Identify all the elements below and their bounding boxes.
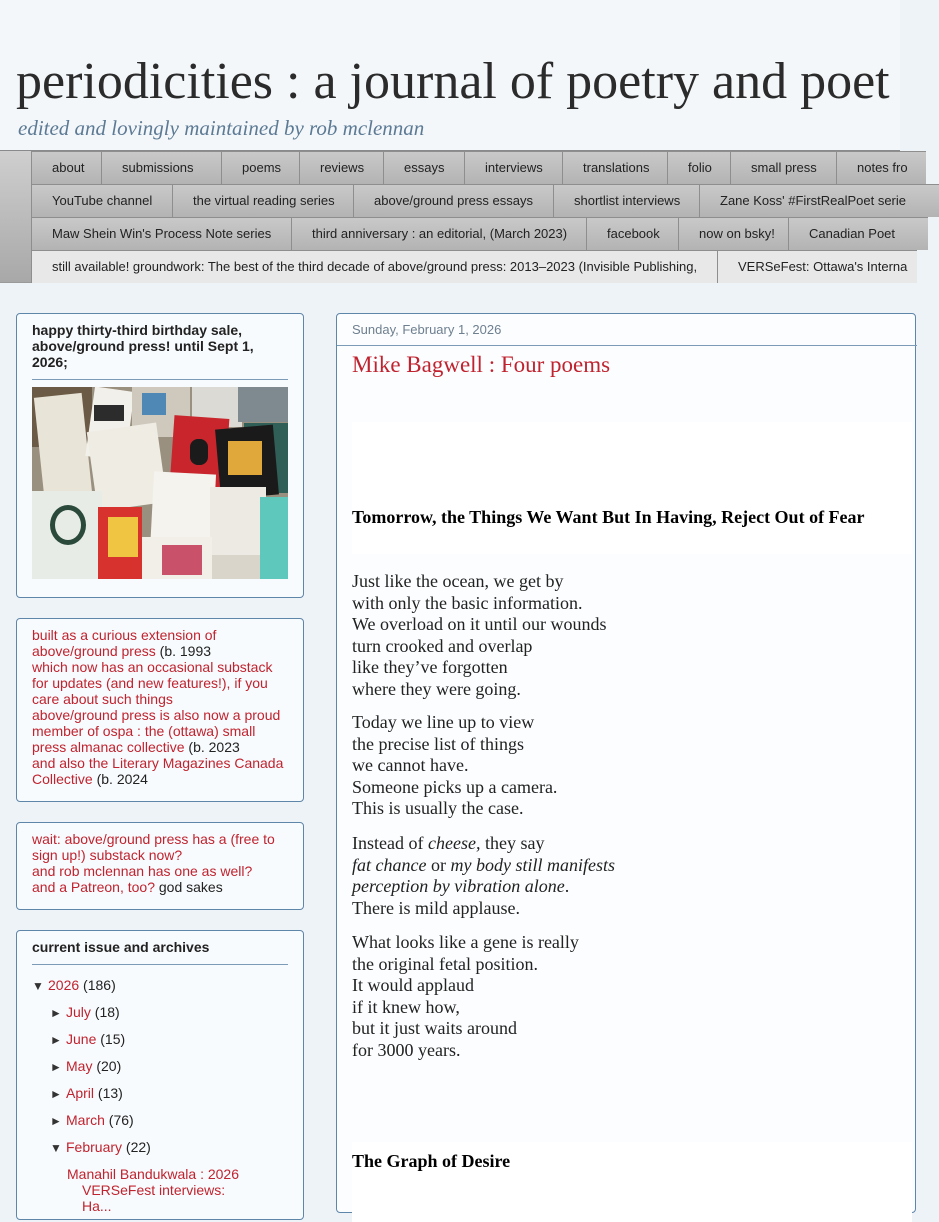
archive-month-link[interactable]: July [66,1004,91,1020]
tab-folio[interactable]: folio [667,151,730,184]
patreon-link[interactable]: and a Patreon, too? [32,879,155,895]
poem-line: like they’ve forgotten [352,657,508,677]
post-title[interactable]: Mike Bagwell : Four poems [352,352,611,377]
poem-line: we cannot have. [352,755,469,775]
archive-count: (20) [96,1058,122,1074]
link-item [32,627,288,659]
poem-stanza [352,932,579,1061]
link-item [32,659,288,707]
page-tabs [0,150,908,283]
blog-header [0,0,900,150]
substack-widget [16,822,304,910]
tab-submissions[interactable]: submissions [101,151,221,184]
link-note: (b. 2024 [92,771,148,787]
tab-above-ground-essays[interactable]: above/ground press essays [353,184,553,217]
archive-month-link[interactable]: February [66,1139,123,1155]
about-links-widget [16,618,304,802]
tab-about[interactable]: about [31,151,101,184]
link-item [32,755,288,787]
sale-widget-title: happy thirty-third birthday sale, above/ground press! until Sept 1, 2026; [32,322,288,380]
archive-count: (186) [83,977,116,993]
poem-line: but it just waits around [352,1018,517,1038]
expand-toggle-icon[interactable]: ► [50,1033,62,1047]
tab-canadian-poet[interactable]: Canadian Poet [788,217,928,250]
tab-groundwork[interactable]: still available! groundwork: The best of the third decade of above/ground press: 2013–2023 (Invisible Publishing, [31,250,717,283]
sale-widget [16,313,304,598]
poem-line: with only the basic information. [352,592,583,613]
expand-toggle-icon[interactable]: ► [50,1006,62,1020]
poem-line: Today we line up to view [352,712,535,732]
tab-process-note-series[interactable]: Maw Shein Win's Process Note series [31,217,291,250]
archive-month-may [32,1053,288,1080]
expand-toggle-icon[interactable]: ► [50,1114,62,1128]
link-item [32,707,288,755]
tab-first-real-poet[interactable]: Zane Koss' #FirstRealPoet serie [699,184,939,217]
poem-stanza [352,571,607,700]
poem-line: There is mild applause. [352,897,520,918]
tab-bsky[interactable]: now on bsky! [678,217,788,250]
ospa-link[interactable]: above/ground press is also now a proud member of ospa : the (ottawa) small press almanac collective [32,707,281,755]
archive-count: (18) [94,1004,120,1020]
collapse-toggle-icon[interactable]: ▼ [32,979,44,993]
poem-line: We overload on it until our wounds [352,614,607,634]
press-substack-link[interactable]: wait: above/ground press has a (free to sign up!) substack now? [32,831,275,863]
poem-line: if it knew how, [352,996,460,1017]
link-item [32,863,288,879]
archive-month-link[interactable]: May [66,1058,93,1074]
poem-title: The Graph of Desire [352,1151,511,1171]
tab-row-4 [31,250,917,283]
expand-toggle-icon[interactable]: ► [50,1060,62,1074]
blog-post [336,313,916,1213]
poem-line: perception by vibration alone. [352,876,570,896]
above-ground-press-link[interactable]: built as a curious extension of above/ground press [32,627,217,659]
tab-versefest[interactable]: VERSeFest: Ottawa's Interna [717,250,917,283]
archive-month-april [32,1080,288,1107]
substack-link[interactable]: which now has an occasional substack for updates (and new features!), if you care about such things [32,659,273,707]
tab-essays[interactable]: essays [383,151,464,184]
archive-widget-title: current issue and archives [32,939,288,965]
tab-reviews[interactable]: reviews [299,151,383,184]
tab-row-3 [31,217,928,250]
archive-month-july [32,999,288,1026]
archive-month-link[interactable]: March [66,1112,105,1128]
poem-line: fat chance or my body still manifests [352,854,615,875]
archive-year-link[interactable]: 2026 [48,977,80,993]
tab-youtube-channel[interactable]: YouTube channel [31,184,172,217]
archive-post-list [32,1166,288,1214]
poem-stanza [352,833,615,919]
poem-line: What looks like a gene is really [352,932,579,952]
archive-count: (15) [100,1031,126,1047]
poem-line: where they were going. [352,678,521,699]
poem-line: Just like the ocean, we get by [352,571,564,591]
link-note: (b. 2023 [184,739,240,755]
tab-third-anniversary[interactable]: third anniversary : an editorial, (March 2023) [291,217,586,250]
link-item [32,831,288,863]
expand-toggle-icon[interactable]: ► [50,1087,62,1101]
archive-year-2026 [32,972,288,999]
link-note: (b. 1993 [155,643,212,659]
tab-notes[interactable]: notes fro [836,151,926,184]
blog-description: edited and lovingly maintained by rob mclennan [18,116,425,140]
archive-count: (13) [97,1085,123,1101]
poem-line: for 3000 years. [352,1039,461,1060]
archive-month-march [32,1107,288,1134]
collapse-toggle-icon[interactable]: ▼ [50,1141,62,1155]
poem-title-panel [352,422,912,554]
divider [337,345,917,346]
archive-count: (76) [108,1112,134,1128]
archive-post-link[interactable]: VERSeFest interviews: [82,1182,226,1198]
poem-stanza [352,712,557,820]
archive-month-february [32,1134,288,1161]
archive-month-june [32,1026,288,1053]
literary-magazines-link[interactable]: and also the Literary Magazines Canada Collective [32,755,284,787]
poem-line: the precise list of things [352,733,524,754]
poem-title: Tomorrow, the Things We Want But In Having, Reject Out of Fear [352,507,865,527]
archive-post-link[interactable]: Manahil Bandukwala : 2026 [67,1166,240,1182]
archive-month-link[interactable]: April [66,1085,95,1101]
post-date: Sunday, February 1, 2026 [352,322,502,337]
tab-facebook[interactable]: facebook [586,217,678,250]
poem-line: the original fetal position. [352,953,538,974]
poem-line: Instead of cheese, they say [352,833,545,853]
tab-poems[interactable]: poems [221,151,299,184]
tab-row-2 [31,184,939,217]
archive-post-link[interactable]: Ha... [82,1198,112,1214]
archive-month-link[interactable]: June [66,1031,97,1047]
poem-line: turn crooked and overlap [352,635,533,656]
blog-title[interactable]: periodicities : a journal of poetry and poet [16,53,890,110]
rob-substack-link[interactable]: and rob mclennan has one as well? [32,863,253,879]
poem-line: It would applaud [352,975,474,995]
tab-small-press[interactable]: small press [730,151,836,184]
tab-row-1 [31,151,926,184]
chapbooks-photo[interactable] [32,387,288,579]
tab-translations[interactable]: translations [562,151,667,184]
link-item [32,879,288,895]
tab-interviews[interactable]: interviews [464,151,562,184]
tab-virtual-reading-series[interactable]: the virtual reading series [172,184,353,217]
archive-count: (22) [125,1139,151,1155]
poem-line: Someone picks up a camera. [352,776,558,797]
poem-line: This is usually the case. [352,798,524,818]
tab-shortlist-interviews[interactable]: shortlist interviews [553,184,699,217]
archive-widget [16,930,304,1220]
link-note: god sakes [155,879,223,895]
